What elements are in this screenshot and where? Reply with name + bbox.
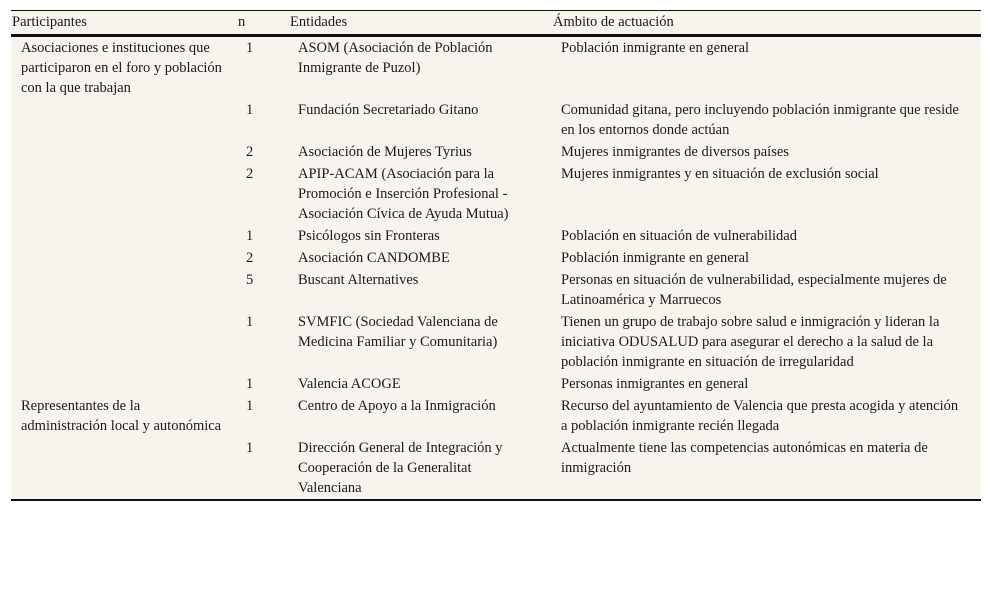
header-entidades: Entidades	[289, 11, 552, 36]
cell-n: 1	[246, 40, 254, 56]
table-row	[11, 437, 981, 499]
cell-ambito: Población inmigrante en general	[561, 40, 750, 56]
cell-n: 1	[246, 398, 254, 414]
table-row	[11, 247, 981, 269]
cell-n: 1	[246, 228, 254, 244]
cell-participantes	[11, 141, 230, 163]
table-row	[11, 395, 981, 437]
header-row	[11, 11, 981, 36]
header-participantes: Participantes	[11, 11, 230, 36]
cell-participantes	[11, 99, 230, 141]
cell-ambito: Recurso del ayuntamiento de Valencia que presta acogida y atención a población inmigrante recién llegada	[561, 398, 959, 434]
table-body	[11, 36, 981, 500]
table-header	[11, 11, 981, 36]
header-n: n	[230, 11, 289, 36]
cell-ambito: Población en situación de vulnerabilidad	[561, 228, 797, 244]
participants-table	[11, 11, 981, 499]
cell-entidad: Centro de Apoyo a la Inmigración	[298, 398, 496, 414]
cell-ambito: Comunidad gitana, pero incluyendo población inmigrante que reside en los entornos donde actúan	[561, 102, 959, 138]
table-row	[11, 269, 981, 311]
cell-ambito: Personas inmigrantes en general	[561, 376, 749, 392]
cell-ambito: Tienen un grupo de trabajo sobre salud e inmigración y lideran la iniciativa ODUSALUD para asegurar el derecho a la salud de la población inmigrante en situación de irregularidad	[561, 314, 940, 370]
cell-ambito: Actualmente tiene las competencias autonómicas en materia de inmigración	[561, 440, 928, 476]
table-row	[11, 141, 981, 163]
cell-ambito: Mujeres inmigrantes de diversos países	[561, 144, 789, 160]
cell-entidad: Fundación Secretariado Gitano	[298, 102, 479, 118]
cell-entidad: APIP-ACAM (Asociación para la Promoción e Inserción Profesional - Asociación Cívica de Ayuda Mutua)	[298, 166, 509, 222]
cell-participantes	[11, 225, 230, 247]
cell-ambito: Mujeres inmigrantes y en situación de exclusión social	[561, 166, 879, 182]
cell-participantes	[11, 163, 230, 225]
cell-n: 5	[246, 272, 254, 288]
table-row	[11, 99, 981, 141]
cell-participantes	[11, 269, 230, 311]
cell-entidad: Asociación de Mujeres Tyrius	[298, 144, 472, 160]
table-row	[11, 163, 981, 225]
table-row	[11, 36, 981, 100]
cell-entidad: Asociación CANDOMBE	[298, 250, 450, 266]
table-row	[11, 373, 981, 395]
cell-entidad: SVMFIC (Sociedad Valenciana de Medicina Familiar y Comunitaria)	[298, 314, 498, 350]
cell-entidad: Psicólogos sin Fronteras	[298, 228, 440, 244]
cell-participantes: Asociaciones e instituciones que participaron en el foro y población con la que trabajan	[21, 40, 222, 96]
cell-n: 2	[246, 144, 254, 160]
cell-entidad: ASOM (Asociación de Población Inmigrante de Puzol)	[298, 40, 493, 76]
cell-n: 1	[246, 440, 254, 456]
cell-ambito: Población inmigrante en general	[561, 250, 750, 266]
cell-participantes	[11, 247, 230, 269]
cell-n: 2	[246, 166, 254, 182]
table-row	[11, 225, 981, 247]
cell-entidad: Valencia ACOGE	[298, 376, 401, 392]
table-row	[11, 311, 981, 373]
cell-ambito: Personas en situación de vulnerabilidad, especialmente mujeres de Latinoamérica y Marruecos	[561, 272, 947, 308]
cell-entidad: Buscant Alternatives	[298, 272, 419, 288]
cell-participantes	[11, 311, 230, 373]
cell-n: 1	[246, 376, 254, 392]
cell-n: 1	[246, 102, 254, 118]
cell-participantes	[11, 437, 230, 499]
cell-n: 2	[246, 250, 254, 266]
cell-participantes	[11, 373, 230, 395]
participants-table-container	[11, 10, 981, 501]
cell-participantes: Representantes de la administración local y autonómica	[21, 398, 222, 434]
cell-entidad: Dirección General de Integración y Cooperación de la Generalitat Valenciana	[298, 440, 503, 496]
header-ambito: Ámbito de actuación	[552, 11, 981, 36]
cell-n: 1	[246, 314, 254, 330]
